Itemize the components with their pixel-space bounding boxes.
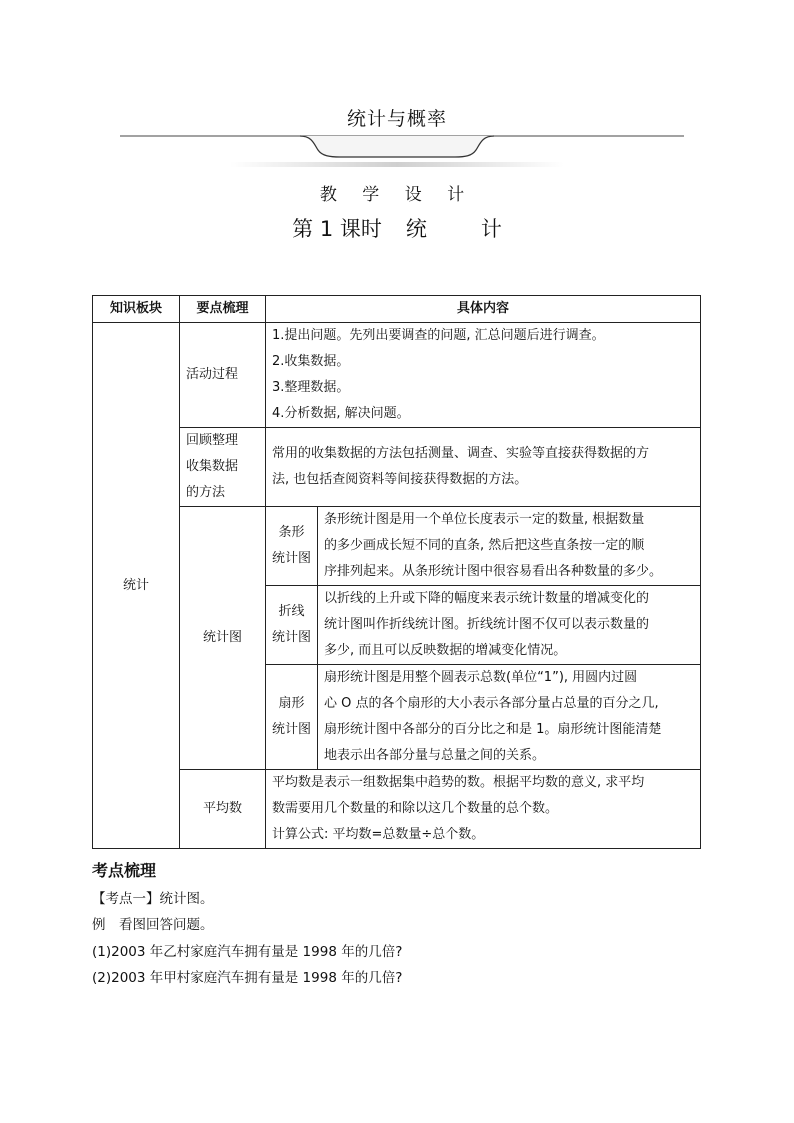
lesson-word-1: 统 bbox=[405, 217, 427, 241]
text-line: 1.提出问题。先列出要调查的问题, 汇总问题后进行调查。 bbox=[272, 328, 605, 343]
knowledge-table bbox=[92, 295, 701, 849]
text-line: 多少, 而且可以反映数据的增减变化情况。 bbox=[324, 643, 567, 658]
exam-points-title: 考点梳理 bbox=[92, 861, 157, 880]
text-line: 统计图 bbox=[271, 551, 311, 566]
example-prompt: 例 看图回答问题。 bbox=[92, 917, 214, 933]
exam-point-1: 【考点一】统计图。 bbox=[92, 891, 214, 907]
collect-label bbox=[180, 428, 266, 507]
text-line: 条形统计图是用一个单位长度表示一定的数量, 根据数量 bbox=[324, 512, 645, 527]
lesson-title bbox=[0, 213, 794, 243]
pie-chart-content bbox=[318, 665, 701, 770]
banner-title: 统计与概率 bbox=[346, 108, 447, 130]
text-line: 收集数据 bbox=[186, 459, 239, 474]
text-line: 的多少画成长短不同的直条, 然后把这些直条按一定的顺 bbox=[324, 538, 645, 553]
text-line: 心 O 点的各个扇形的大小表示各部分量占总量的百分之几, bbox=[324, 696, 659, 711]
question-2: (2)2003 年甲村家庭汽车拥有量是 1998 年的几倍? bbox=[92, 970, 403, 986]
table-row bbox=[93, 428, 701, 507]
text-line: 回顾整理 bbox=[186, 433, 239, 448]
text-line: 地表示出各部分量与总量之间的关系。 bbox=[324, 748, 546, 763]
text-line: 常用的收集数据的方法包括测量、调查、实验等直接获得数据的方 bbox=[272, 446, 650, 461]
text-line: 统计图 bbox=[271, 630, 311, 645]
text-line: 扇形 bbox=[278, 696, 305, 711]
text-line: 3.整理数据。 bbox=[272, 380, 350, 395]
bar-chart-label bbox=[266, 507, 318, 586]
text-line: 序排列起来。从条形统计图中很容易看出各种数量的多少。 bbox=[324, 564, 663, 579]
table-header-row bbox=[93, 296, 701, 323]
text-line: 数需要用几个数量的和除以这几个数量的总个数。 bbox=[272, 801, 559, 816]
block-label: 统计 bbox=[93, 323, 180, 849]
lesson-word-2: 计 bbox=[480, 217, 502, 241]
text-line: 统计图叫作折线统计图。折线统计图不仅可以表示数量的 bbox=[324, 617, 650, 632]
text-line: 2.收集数据。 bbox=[272, 354, 350, 369]
text-line: 平均数是表示一组数据集中趋势的数。根据平均数的意义, 求平均 bbox=[272, 775, 645, 790]
line-chart-label bbox=[266, 586, 318, 665]
table-row bbox=[93, 323, 701, 428]
pie-chart-label bbox=[266, 665, 318, 770]
text-line: 法, 也包括查阅资料等间接获得数据的方法。 bbox=[272, 472, 528, 487]
activity-content bbox=[266, 323, 701, 428]
section-subtitle: 教 学 设 计 bbox=[319, 185, 475, 205]
charts-label: 统计图 bbox=[180, 507, 266, 770]
activity-label: 活动过程 bbox=[180, 323, 266, 428]
lesson-prefix: 第 1 课时 bbox=[292, 217, 382, 241]
collect-content bbox=[266, 428, 701, 507]
header-block: 知识板块 bbox=[93, 296, 180, 323]
text-line: 扇形统计图中各部分的百分比之和是 1。扇形统计图能清楚 bbox=[324, 722, 662, 737]
text-line: 计算公式: 平均数=总数量÷总个数。 bbox=[272, 827, 485, 842]
question-1: (1)2003 年乙村家庭汽车拥有量是 1998 年的几倍? bbox=[92, 944, 403, 960]
header-points: 要点梳理 bbox=[180, 296, 266, 323]
table-row bbox=[93, 770, 701, 849]
text-line: 4.分析数据, 解决问题。 bbox=[272, 406, 410, 421]
text-line: 扇形统计图是用整个圆表示总数(单位“1”), 用圆内过圆 bbox=[324, 670, 638, 685]
table-row bbox=[93, 507, 701, 586]
text-line: 统计图 bbox=[271, 722, 311, 737]
text-line: 的方法 bbox=[186, 485, 226, 500]
average-content bbox=[266, 770, 701, 849]
text-line: 以折线的上升或下降的幅度来表示统计数量的增减变化的 bbox=[324, 591, 650, 606]
average-label: 平均数 bbox=[180, 770, 266, 849]
text-line: 折线 bbox=[278, 604, 305, 619]
line-chart-content bbox=[318, 586, 701, 665]
text-line: 条形 bbox=[278, 525, 305, 540]
header-content: 具体内容 bbox=[266, 296, 701, 323]
bar-chart-content bbox=[318, 507, 701, 586]
